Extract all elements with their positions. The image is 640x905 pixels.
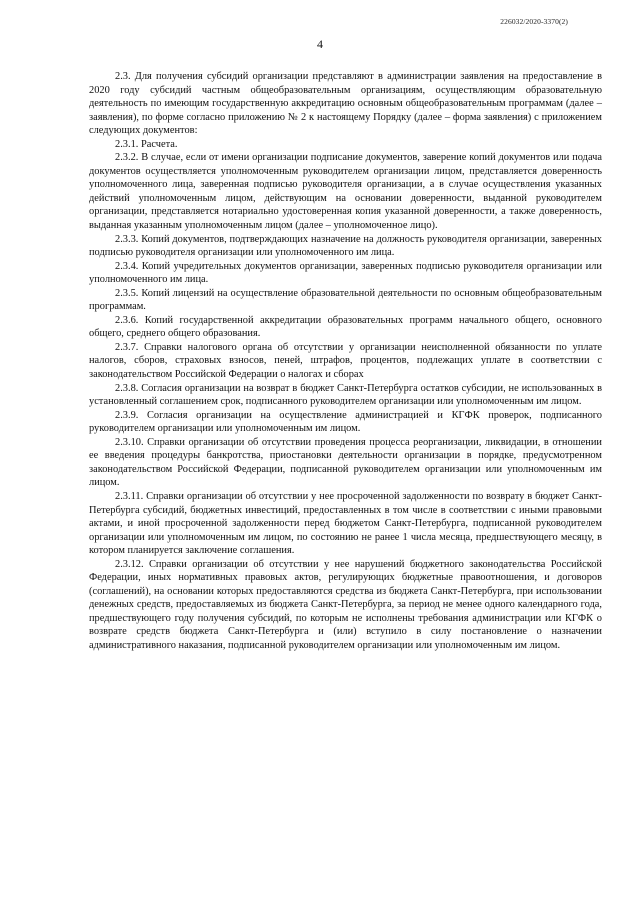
paragraph-2-3-2: 2.3.2. В случае, если от имени организации подписание документов, заверение копий документов или подача документов осуществляется уполномоченным руководителем организации лицом, представляется доверенность уполномоченного лица, заверенная подписью руководителя организации, а в случае осуществления указанных действий уполномоченным лицом, действующим на основании доверенности, выданной руководителем организации, представляется нотариально удостоверенная копия указанной доверенности, а также доверенность, выданная указанным уполномоченным лицом (далее – уполномоченное лицо). xyxy=(89,152,602,232)
paragraph-2-3-11: 2.3.11. Справки организации об отсутствии у нее просроченной задолженности по возврату в бюджет Санкт-Петербурга субсидий, бюджетных инвестиций, предоставленных в том числе в соответствии с иными правовыми актами, и иной просроченной задолженности перед бюджетом Санкт-Петербурга, подписанной руководителем организации или уполномоченным им лицом, по состоянию не ранее 1 числа месяца, предшествующего месяцу, в котором планируется заключение соглашения. xyxy=(89,490,602,557)
paragraph-2-3-12: 2.3.12. Справки организации об отсутствии у нее нарушений бюджетного законодательства Российской Федерации, иных нормативных правовых актов, регулирующих бюджетные правоотношения, и договоров (соглашений), на основании которых предоставляются средства из бюджета Санкт-Петербурга, при использовании денежных средств, предоставляемых из бюджета Санкт-Петербурга, за период не менее одного календарного года, предшествующего году получения субсидий, по которым не исполнены требования администрации или КГФК о возврате средств бюджета Санкт-Петербурга и (или) вступило в силу постановление о назначении административного наказания, подписанной руководителем организации или уполномоченным им лицом. xyxy=(89,558,602,651)
paragraph-2-3-8: 2.3.8. Согласия организации на возврат в бюджет Санкт-Петербурга остатков субсидии, не использованных в установленный соглашением срок, подписанного руководителем организации или уполномоченным им лицом. xyxy=(89,382,602,408)
paragraph-2-3-3: 2.3.3. Копий документов, подтверждающих назначение на должность руководителя организации, заверенных подписью руководителя организации или уполномоченного им лица. xyxy=(89,233,602,259)
paragraph-2-3-6: 2.3.6. Копий государственной аккредитации образовательных программ начального общего, основного общего, среднего общего образования. xyxy=(89,314,602,340)
paragraph-2-3-7: 2.3.7. Справки налогового органа об отсутствии у организации неисполненной обязанности по уплате налогов, сборов, страховых взносов, пеней, штрафов, процентов, подлежащих уплате в соответствии с законодательством Российской Федерации о налогах и сборах xyxy=(89,341,602,381)
paragraph-2-3-5: 2.3.5. Копий лицензий на осуществление образовательной деятельности по основным общеобразовательным программам. xyxy=(89,287,602,313)
paragraph-2-3-4: 2.3.4. Копий учредительных документов организации, заверенных подписью руководителя организации или уполномоченного им лица. xyxy=(89,260,602,286)
paragraph-2-3-1: 2.3.1. Расчета. xyxy=(115,138,178,150)
paragraph-2-3-10: 2.3.10. Справки организации об отсутствии проведения процесса реорганизации, ликвидации, в отношении ее введения процедуры банкротства, приостановки деятельности организации в порядке, предусмотренном законодательством Российской Федерации, подписанной руководителем организации или уполномоченным им лицом. xyxy=(89,436,602,489)
page-number: 4 xyxy=(317,37,323,51)
paragraph-2-3-9: 2.3.9. Согласия организации на осуществление администрацией и КГФК проверок, подписанного руководителем организации или уполномоченным им лицом. xyxy=(89,409,602,435)
document-number: 226032/2020-3370(2) xyxy=(500,17,568,26)
document-body xyxy=(89,70,602,653)
paragraph-2-3: 2.3. Для получения субсидий организации представляют в администрации заявления на предоставление в 2020 году субсидий частным общеобразовательным организациям, осуществляющим образовательную деятельность по имеющим государственную аккредитацию основным общеобразовательным программам (далее – заявления), по форме согласно приложению № 2 к настоящему Порядку (далее – форма заявления) с приложением следующих документов: xyxy=(89,71,602,137)
